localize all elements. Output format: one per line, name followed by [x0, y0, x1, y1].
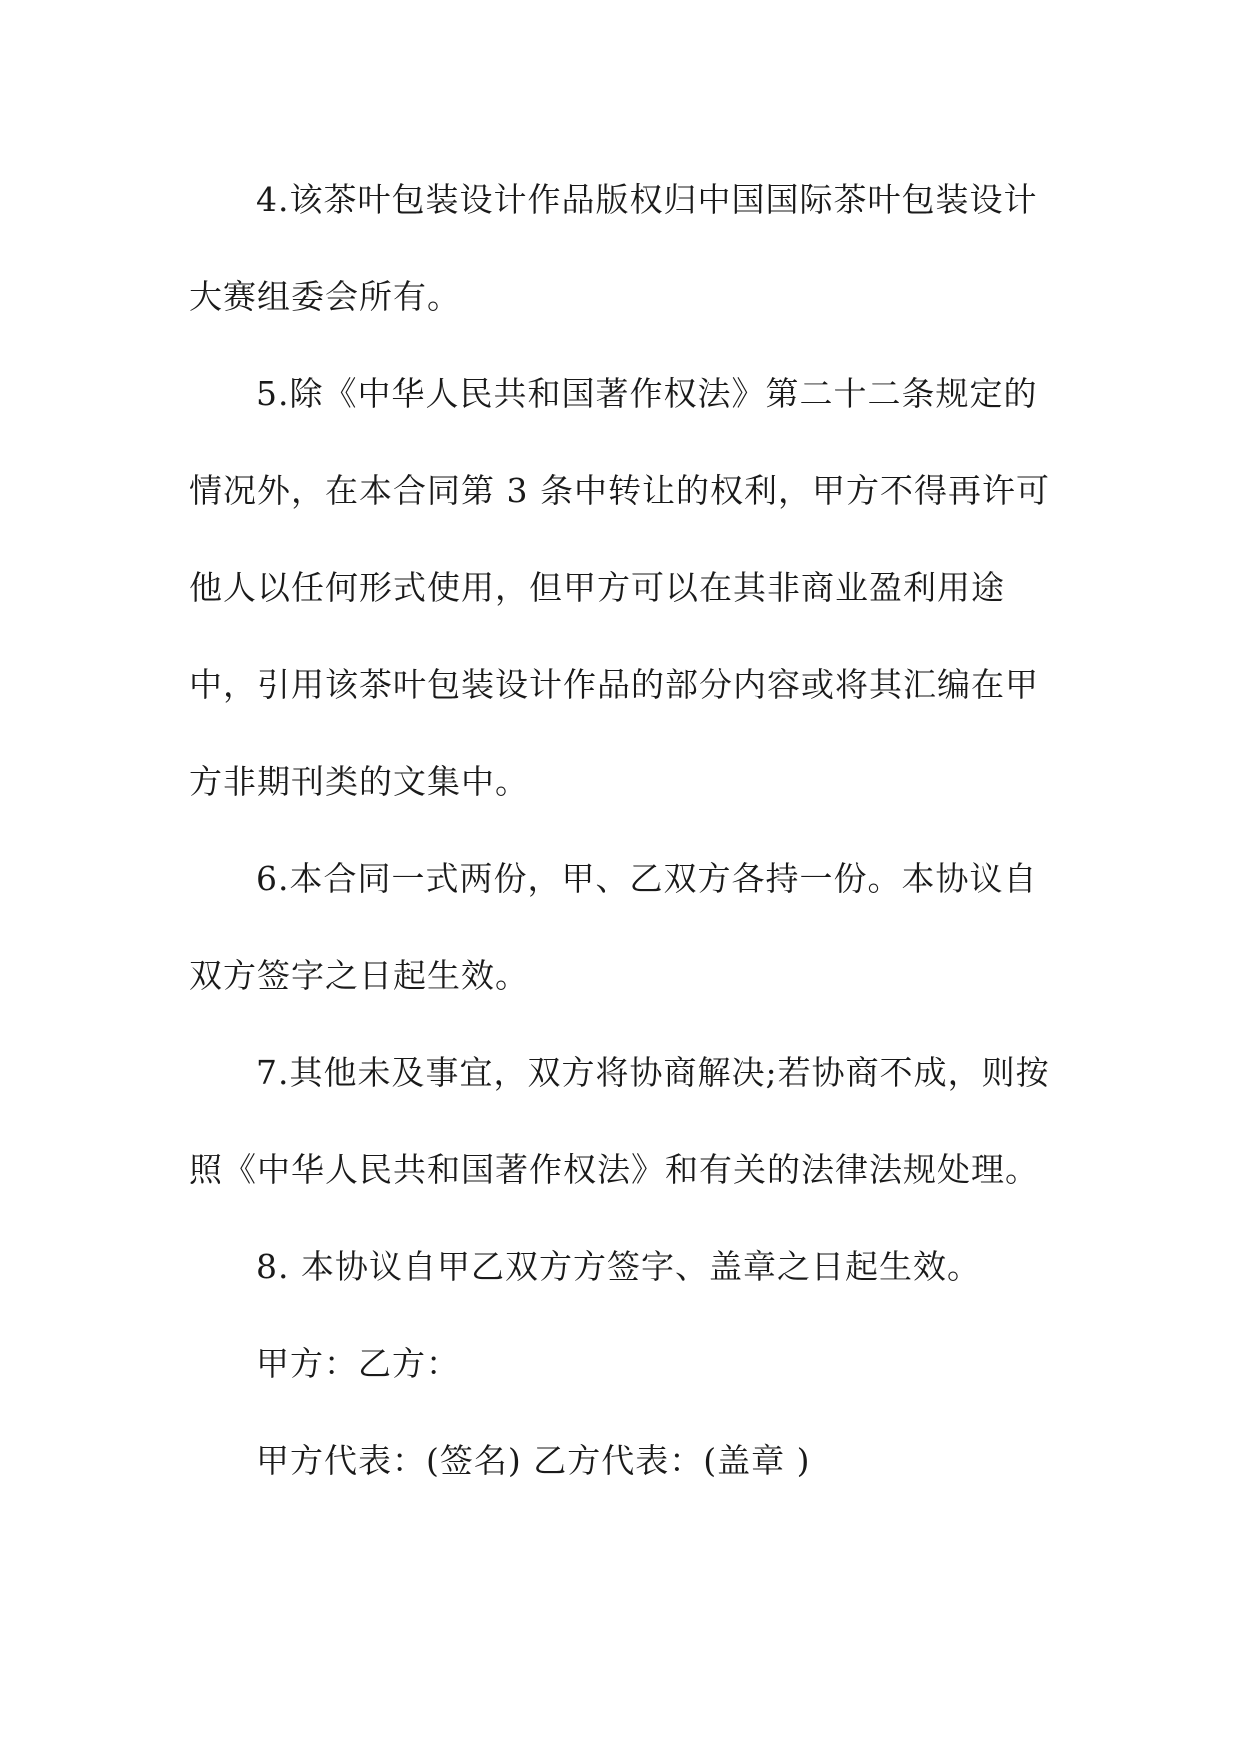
clause-8-line: 8. 本协议自甲乙双方方签字、盖章之日起生效。 [256, 1247, 981, 1286]
representative-labels: 甲方代表：(签名) 乙方代表：(盖章 ) [256, 1441, 811, 1480]
clause-5-line-3: 他人以任何形式使用，但甲方可以在其非商业盈利用途 [189, 568, 1005, 607]
clause-5-line-4: 中，引用该茶叶包装设计作品的部分内容或将其汇编在甲 [189, 665, 1039, 704]
clause-7-line-1: 7.其他未及事宜，双方将协商解决;若协商不成，则按 [256, 1053, 1050, 1092]
clause-7-line-2: 照《中华人民共和国著作权法》和有关的法律法规处理。 [189, 1150, 1039, 1189]
clause-4-line-2: 大赛组委会所有。 [189, 277, 461, 316]
clause-5-line-1: 5.除《中华人民共和国著作权法》第二十二条规定的 [256, 374, 1038, 413]
clause-5-line-5: 方非期刊类的文集中。 [189, 762, 529, 801]
party-labels: 甲方：乙方： [256, 1344, 460, 1383]
clause-6-line-1: 6.本合同一式两份，甲、乙双方各持一份。本协议自 [256, 859, 1038, 898]
clause-4-line-1: 4.该茶叶包装设计作品版权归中国国际茶叶包装设计 [256, 180, 1038, 219]
clause-6-line-2: 双方签字之日起生效。 [189, 956, 529, 995]
clause-5-line-2: 情况外，在本合同第 3 条中转让的权利，甲方不得再许可 [189, 471, 1050, 510]
